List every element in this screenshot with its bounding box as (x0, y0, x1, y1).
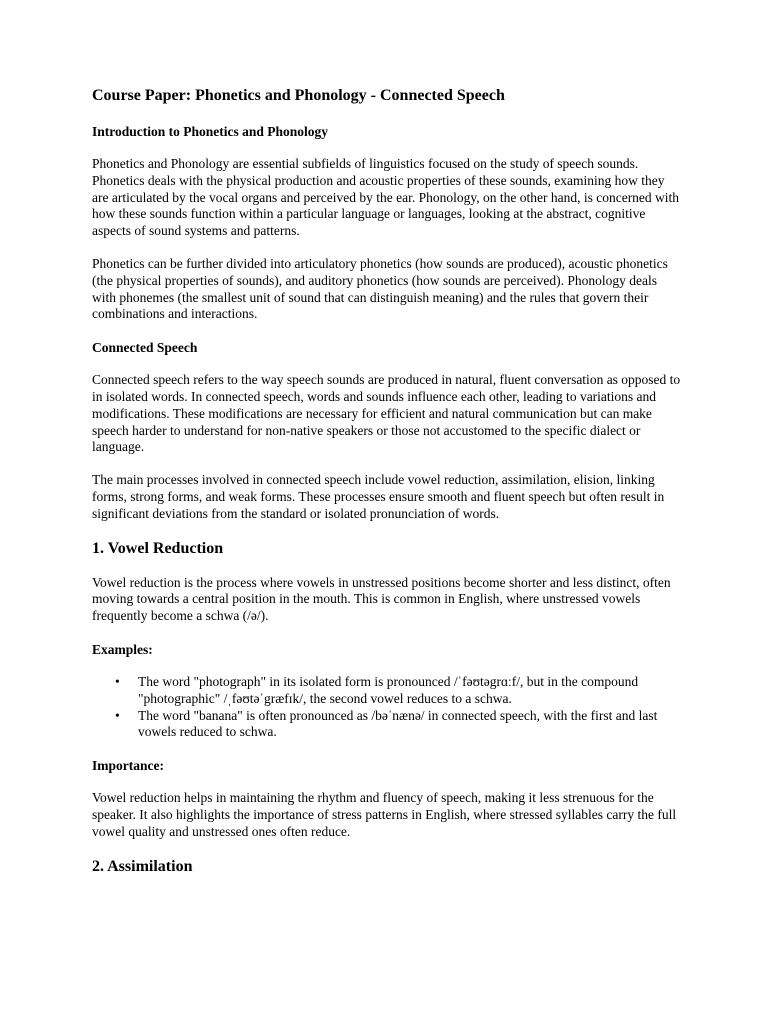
bullet-icon: • (115, 707, 120, 723)
connected-speech-heading: Connected Speech (92, 340, 198, 356)
examples-list (92, 674, 682, 741)
example-text-2: The word "banana" is often pronounced as /bəˈnænə/ in connected speech, with the first and last vowels reduced to schwa. (138, 707, 658, 740)
vowel-reduction-paragraph: Vowel reduction is the process where vowels in unstressed positions become shorter and less distinct, often moving towards a central position in the mouth. This is common in English, where unstressed vowels frequently become a schwa (/ə/). (92, 574, 671, 624)
example-text-1: The word "photograph" in its isolated form is pronounced /ˈfəʊtəgrɑːf/, but in the compound "photographic" /ˌfəʊtəˈgræfɪk/, the second vowel reduces to a schwa. (138, 673, 639, 706)
intro-paragraph-2: Phonetics can be further divided into articulatory phonetics (how sounds are produced), acoustic phonetics (the physical properties of sounds), and auditory phonetics (how sounds are perceived). Phonology deals with phonemes (the smallest unit of sound that can distinguish meaning) and the rules that govern their combinations and interactions. (92, 255, 668, 322)
examples-label: Examples: (92, 641, 153, 657)
list-item (115, 707, 682, 742)
connected-speech-paragraph-2: The main processes involved in connected speech include vowel reduction, assimilation, elision, linking forms, strong forms, and weak forms. These processes ensure smooth and fluent speech but often result in significant deviations from the standard or isolated pronunciation of words. (92, 472, 665, 521)
vowel-reduction-heading: 1. Vowel Reduction (92, 539, 224, 557)
importance-label: Importance: (92, 758, 164, 774)
connected-speech-paragraph-1: Connected speech refers to the way speech sounds are produced in natural, fluent conversation as opposed to in isolated words. In connected speech, words and sounds influence each other, leading to variations and modifications. These modifications are necessary for efficient and natural communication but can make speech harder to understand for non-native speakers or those not accustomed to the specific dialect or language. (92, 372, 681, 455)
assimilation-heading: 2. Assimilation (92, 857, 193, 875)
intro-paragraph-1: Phonetics and Phonology are essential subfields of linguistics focused on the study of speech sounds. Phonetics deals with the physical production and acoustic properties of these sounds, examining how they are articulated by the vocal organs and perceived by the ear. Phonology, on the other hand, is concerned with how these sounds function within a particular language or languages, looking at the abstract, cognitive aspects of sound systems and patterns. (92, 156, 680, 239)
intro-heading: Introduction to Phonetics and Phonology (92, 124, 329, 139)
document-title: Course Paper: Phonetics and Phonology - Connected Speech (92, 87, 505, 104)
document-page (92, 86, 682, 893)
bullet-icon: • (115, 673, 120, 689)
importance-paragraph: Vowel reduction helps in maintaining the rhythm and fluency of speech, making it less strenuous for the speaker. It also highlights the importance of stress patterns in English, where stressed syllables carry the full vowel quality and unstressed ones often reduce. (92, 790, 677, 839)
list-item (115, 673, 682, 708)
